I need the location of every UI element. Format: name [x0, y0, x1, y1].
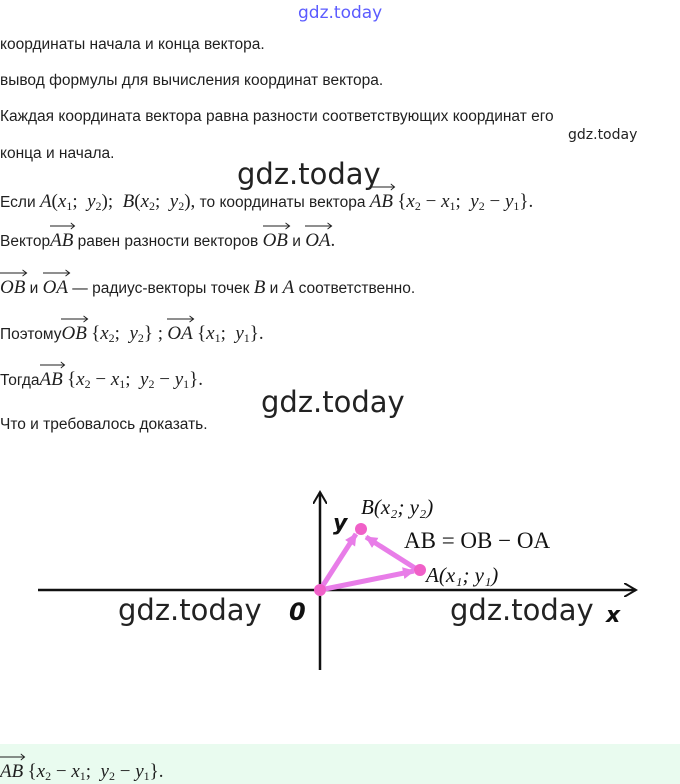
vector-ab: AB [40, 364, 63, 389]
sub-2: 2 [149, 199, 156, 213]
line6-mid: равен разности векторов [77, 233, 259, 250]
point-a-symbol: A [39, 191, 52, 212]
line8-prefix: Поэтому [0, 326, 62, 343]
vector-ab: AB [370, 186, 393, 211]
radius-vectors-line [0, 272, 415, 299]
formula-line-difference: Вектор AB равен разности векторов OB и OA. [0, 225, 335, 252]
vector-ob: OB [61, 318, 86, 343]
y-symbol: y [169, 191, 179, 212]
result-formula: AB {$x_2 - x_1$; $y_2 - y_1$}. [0, 756, 164, 783]
line7-rest: — радиус-векторы точек [72, 280, 250, 297]
sub-1: 1 [66, 199, 73, 213]
origin-label: 0 [289, 598, 306, 626]
point-a [414, 564, 426, 576]
formula-label: AB = OB − OA [404, 528, 551, 553]
result-line: Тогда AB {$x_2 - x_1$; $y_2 - y_1$}. [0, 364, 203, 391]
vector-ob: OB [0, 272, 25, 297]
watermark-large-1: gdz.today [237, 157, 381, 191]
sub-2: 2 [178, 199, 185, 213]
watermark-diagram-right: gdz.today [450, 593, 594, 627]
watermark-top: gdz.today [298, 3, 383, 23]
coordinates-line: Поэтому OB {$x_2$; $y_2$} ; OA {$x_1$; $y_1$}. [0, 318, 264, 345]
x-symbol: x [57, 191, 67, 212]
text-line-2: вывод формулы для вычисления координат вектора. [0, 72, 384, 89]
formula-line-definition: Если $A(x_1$; $y_2$); $B(x_2$; $y_2$), то координаты вектора AB {$x_2 - x_1$; $y_2 - y_1$}. [0, 186, 533, 213]
line7-end: соответственно. [298, 280, 416, 297]
text-line-3: Каждая координата вектора равна разности соответствующих координат его [0, 108, 554, 125]
point-a-symbol: A [282, 277, 295, 298]
x-axis-label: x [606, 603, 621, 628]
sub-2: 2 [95, 199, 102, 213]
vector-oa: OA [167, 318, 192, 343]
text-line-4: конца и начала. [0, 145, 115, 162]
vector-oa: OA [305, 225, 330, 250]
watermark-diagram-left: gdz.today [118, 593, 262, 627]
line5-mid: то координаты вектора [199, 194, 366, 211]
coordinate-diagram [0, 484, 680, 704]
x-symbol: x [140, 191, 150, 212]
point-origin [314, 584, 326, 596]
y-symbol: y [87, 191, 96, 212]
and-word: и [269, 280, 279, 297]
watermark-small: gdz.today [568, 127, 638, 143]
point-b [355, 523, 367, 535]
point-b-symbol: B [122, 191, 135, 212]
line6-prefix: Вектор [0, 233, 51, 250]
text-line-10: Что и требовалось доказать. [0, 416, 208, 433]
line5-prefix: Если [0, 194, 36, 211]
vector-oa-arrow [320, 571, 414, 590]
vector-oa: OA [43, 272, 68, 297]
and-word: и [29, 280, 39, 297]
vector-ab: AB [50, 225, 73, 250]
line9-prefix: Тогда [0, 372, 40, 389]
y-axis-label: y [333, 511, 348, 536]
vector-ob: OB [263, 225, 288, 250]
point-b-label: B(x₂; y₂) [361, 495, 434, 519]
vector-ab: AB [0, 756, 23, 781]
point-a-label: A(x₁; y₁) [426, 563, 499, 587]
text-line-1: координаты начала и конца вектора. [0, 36, 265, 53]
and-word: и [292, 233, 301, 250]
result-highlight [0, 744, 680, 784]
point-b-symbol: B [253, 277, 266, 298]
watermark-large-2: gdz.today [261, 385, 405, 419]
